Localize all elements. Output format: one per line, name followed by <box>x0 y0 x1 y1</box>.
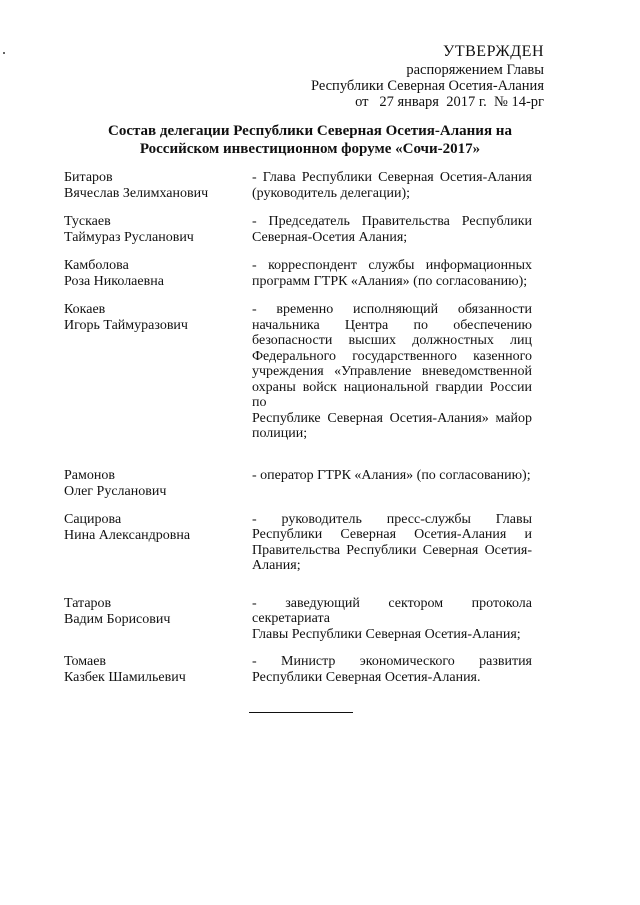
member-role-line: охраны войск национальной гвардии России по <box>252 379 532 410</box>
delegation-member-row <box>64 468 532 500</box>
member-role <box>252 468 532 500</box>
approval-date-line: от 27 января 2017 г. № 14-рг <box>355 94 544 110</box>
delegation-member-row <box>64 258 532 290</box>
member-name <box>64 654 252 686</box>
member-name <box>64 214 252 246</box>
document-title <box>70 122 550 158</box>
member-role-line: Алания; <box>252 558 301 573</box>
member-role <box>252 258 532 290</box>
title-line: Состав делегации Республики Северная Осетия-Алания на <box>108 123 512 139</box>
member-role-line: начальника Центра по обеспечению <box>252 317 532 333</box>
member-role-line: Республики Северная Осетия-Алания и <box>252 527 532 542</box>
member-given-name: Вадим Борисович <box>64 611 171 627</box>
approval-block <box>311 44 544 110</box>
approval-line: распоряжением Главы <box>406 62 544 78</box>
member-role <box>252 302 532 442</box>
delegation-member-row <box>64 596 532 643</box>
approval-stamp: УТВЕРЖДЕН <box>443 43 544 60</box>
member-name <box>64 468 252 500</box>
member-role <box>252 214 532 246</box>
member-role-line: - Председатель Правительства Республики <box>252 214 532 229</box>
member-name <box>64 596 252 643</box>
delegation-member-row <box>64 214 532 246</box>
member-role-line: учреждения «Управление вневедомственной <box>252 364 532 379</box>
delegation-list <box>64 170 532 698</box>
member-role-line: Республике Северная Осетия-Алания» майор <box>252 410 532 426</box>
member-role-line: Северная-Осетия Алания; <box>252 229 408 245</box>
delegation-member-row <box>64 302 532 442</box>
member-role-line: программ ГТРК «Алания» (по согласованию); <box>252 273 528 289</box>
member-role <box>252 654 532 686</box>
member-role-line: Республики Северная Осетия-Алания. <box>252 669 481 685</box>
member-surname: Рамонов <box>64 467 115 483</box>
member-role <box>252 596 532 643</box>
delegation-member-row <box>64 654 532 686</box>
member-surname: Тускаев <box>64 214 111 229</box>
member-given-name: Вячеслав Зелимханович <box>64 186 209 201</box>
member-role-line: - заведующий сектором протокола секретариата <box>252 595 532 626</box>
member-surname: Томаев <box>64 654 107 669</box>
member-role-line: Правительства Республики Северная Осетия- <box>252 542 532 558</box>
member-given-name: Казбек Шамильевич <box>64 670 186 685</box>
member-role-line: - Министр экономического развития <box>252 654 532 669</box>
member-given-name: Таймураз Русланович <box>64 230 194 245</box>
member-name <box>64 170 252 202</box>
delegation-member-row <box>64 170 532 202</box>
member-role-line: безопасности высших должностных лиц <box>252 333 532 348</box>
member-given-name: Нина Александровна <box>64 527 191 543</box>
member-role-line: - временно исполняющий обязанности <box>252 302 532 317</box>
member-name <box>64 258 252 290</box>
member-given-name: Игорь Таймуразович <box>64 318 188 333</box>
member-surname: Битаров <box>64 170 113 185</box>
member-surname: Татаров <box>64 595 112 611</box>
scan-speck <box>3 52 5 54</box>
member-name <box>64 302 252 442</box>
delegation-member-row <box>64 512 532 574</box>
member-surname: Кокаев <box>64 302 106 317</box>
member-role-line: Главы Республики Северная Осетия-Алания; <box>252 626 521 642</box>
member-role <box>252 170 532 202</box>
member-given-name: Роза Николаевна <box>64 274 164 289</box>
member-role-line: - руководитель пресс-службы Главы <box>252 511 532 527</box>
member-given-name: Олег Русланович <box>64 483 167 499</box>
member-role-line: - Глава Республики Северная Осетия-Алания <box>252 170 532 185</box>
member-surname: Камболова <box>64 258 129 273</box>
member-role-line: (руководитель делегации); <box>252 185 411 201</box>
member-role-line: Федерального государственного казенного <box>252 348 532 364</box>
title-line: Российском инвестиционном форуме «Сочи-2017» <box>139 141 481 157</box>
member-role <box>252 512 532 574</box>
member-role-line: - оператор ГТРК «Алания» (по согласованию); <box>252 467 531 483</box>
member-role-line: - корреспондент службы информационных <box>252 258 532 273</box>
closing-rule <box>249 712 353 713</box>
member-surname: Сацирова <box>64 511 122 527</box>
member-name <box>64 512 252 574</box>
approval-line: Республики Северная Осетия-Алания <box>310 78 544 94</box>
member-role-line: полиции; <box>252 426 308 441</box>
